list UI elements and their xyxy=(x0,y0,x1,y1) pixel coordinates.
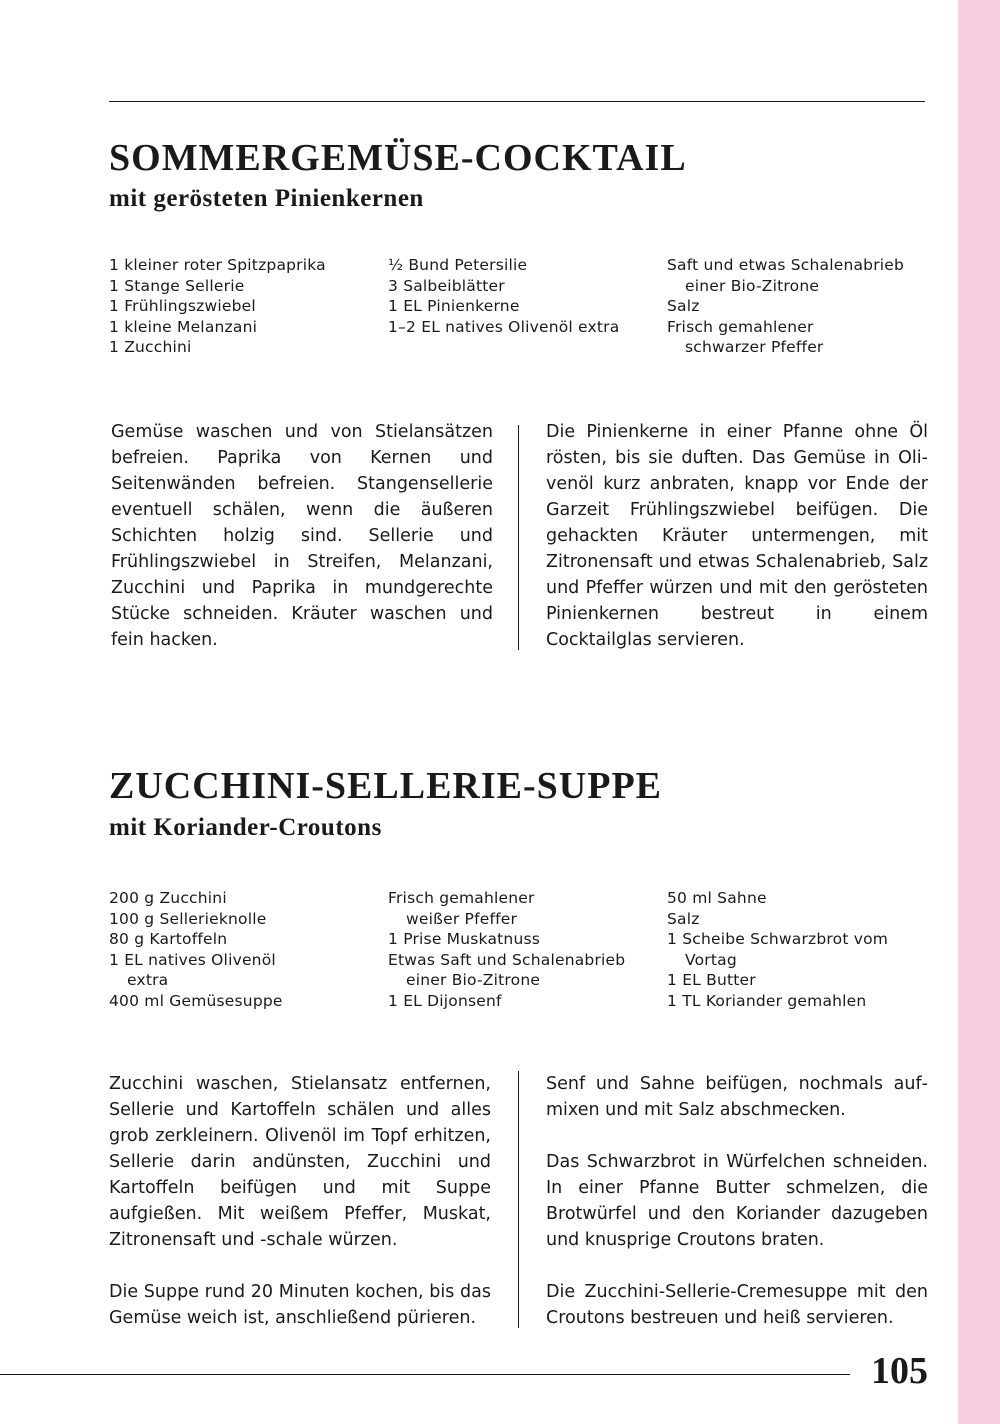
ingredient-item: Salz xyxy=(667,909,700,928)
instructions-left xyxy=(109,1071,491,1331)
ingredient-item: Frisch gemahlener schwarzer Pfeffer xyxy=(667,317,824,357)
ingredient-item: 1 EL Dijonsenf xyxy=(388,991,502,1010)
instruction-paragraph: Gemüse waschen und von Stielansätzen befreien. Paprika von Kernen und Seitenwänden befreien. Stangensellerie eventuell schälen, wenn die äußeren Schichten holzig sind. Sellerie und Frühlingszwiebel in Streifen, Melanzani, Zucchini und Paprika in mundgerechte Stücke schneiden. Kräuter waschen und fein hacken. xyxy=(111,422,493,650)
instruction-paragraph: Die Zucchini-Sellerie-Cremesuppe mit den Croutons bestreuen und heiß servieren. xyxy=(546,1282,928,1328)
ingredient-item: 1 TL Koriander gemahlen xyxy=(667,991,867,1010)
ingredient-item: 1 EL Butter xyxy=(667,971,756,990)
ingredient-item: 1 kleine Melanzani xyxy=(109,317,258,336)
ingredient-item: 1 EL Pinienkerne xyxy=(388,297,520,316)
ingredient-item: 3 Salbeiblätter xyxy=(388,276,505,295)
ingredient-item: 1 Prise Muskatnuss xyxy=(388,930,541,949)
ingredient-column-3 xyxy=(667,888,917,1012)
ingredient-item: 1 Stange Sellerie xyxy=(109,276,245,295)
recipe-title: ZUCCHINI-SELLERIE-SUPPE xyxy=(109,765,662,807)
ingredient-item: 400 ml Gemüsesuppe xyxy=(109,991,283,1010)
page-edge-accent-strip xyxy=(958,0,1000,1424)
ingredient-column-3 xyxy=(667,255,917,358)
column-divider xyxy=(518,1071,519,1328)
instructions-left xyxy=(111,419,493,653)
ingredient-item: Salz xyxy=(667,297,700,316)
ingredient-item: Etwas Saft und Schalenabrieb einer Bio-Zitrone xyxy=(388,950,626,990)
ingredient-item: 200 g Zucchini xyxy=(109,889,227,907)
recipe-subtitle: mit gerösteten Pinienkernen xyxy=(109,185,424,212)
recipe-title: SOMMERGEMÜSE-COCKTAIL xyxy=(109,137,687,179)
ingredient-column-1 xyxy=(109,888,339,1012)
column-divider xyxy=(518,425,519,650)
ingredient-item: 1 Frühlingszwiebel xyxy=(109,297,256,316)
ingredient-item: Frisch gemahlener weißer Pfeffer xyxy=(388,889,535,928)
ingredient-item: Saft und etwas Schalenabrieb einer Bio-Zitrone xyxy=(667,256,905,295)
instruction-paragraph: Senf und Sahne beifügen, nochmals aufmixen und mit Salz abschmecken. xyxy=(546,1074,928,1120)
ingredient-column-2 xyxy=(388,255,628,337)
recipe-subtitle: mit Koriander-Croutons xyxy=(109,814,382,841)
bottom-rule xyxy=(0,1374,850,1375)
ingredient-item: 80 g Kartoffeln xyxy=(109,930,228,949)
ingredient-column-1 xyxy=(109,255,379,358)
ingredient-item: 100 g Sellerieknolle xyxy=(109,909,267,928)
ingredient-item: 1 kleiner roter Spitzpaprika xyxy=(109,256,326,274)
ingredient-item: 1 Zucchini xyxy=(109,338,192,357)
ingredient-item: ½ Bund Petersilie xyxy=(388,256,528,274)
ingredient-item: 1 Scheibe Schwarzbrot vom Vortag xyxy=(667,930,889,969)
ingredient-column-2 xyxy=(388,888,638,1012)
instruction-paragraph: Das Schwarzbrot in Würfelchen schneiden. In einer Pfanne Butter schmelzen, die Brotwürfel und den Koriander dazugeben und knusprige Croutons braten. xyxy=(546,1152,928,1250)
ingredient-item: 50 ml Sahne xyxy=(667,889,767,907)
instructions-right xyxy=(546,419,928,653)
ingredient-item: 1–2 EL natives Olivenöl extra xyxy=(388,317,620,336)
instruction-paragraph: Die Pinienkerne in einer Pfanne ohne Öl rösten, bis sie duften. Das Gemüse in Olivenöl kurz anbraten, knapp vor Ende der Garzeit Frühlingszwiebel beifügen. Die gehackten Kräuter untermengen, mit Zitronensaft und etwas Schalenabrieb, Salz und Pfeffer würzen und mit den gerösteten Pinienkernen bestreut in einem Cocktailglas servieren. xyxy=(546,422,928,650)
top-rule xyxy=(109,101,925,102)
instruction-paragraph: Zucchini waschen, Stielansatz entfernen, Sellerie und Kartoffeln schälen und alles grob zerkleinern. Olivenöl im Topf erhitzen, Sellerie darin andünsten, Zucchini und Kartoffeln beifügen und mit Suppe aufgießen. Mit weißem Pfeffer, Muskat, Zitronensaft und -schale würzen. xyxy=(109,1074,491,1250)
page-number: 105 xyxy=(871,1350,928,1392)
instruction-paragraph: Die Suppe rund 20 Minuten kochen, bis das Gemüse weich ist, anschließend pürieren. xyxy=(109,1282,491,1328)
ingredient-item: 1 EL natives Olivenöl extra xyxy=(109,950,276,990)
instructions-right xyxy=(546,1071,928,1331)
